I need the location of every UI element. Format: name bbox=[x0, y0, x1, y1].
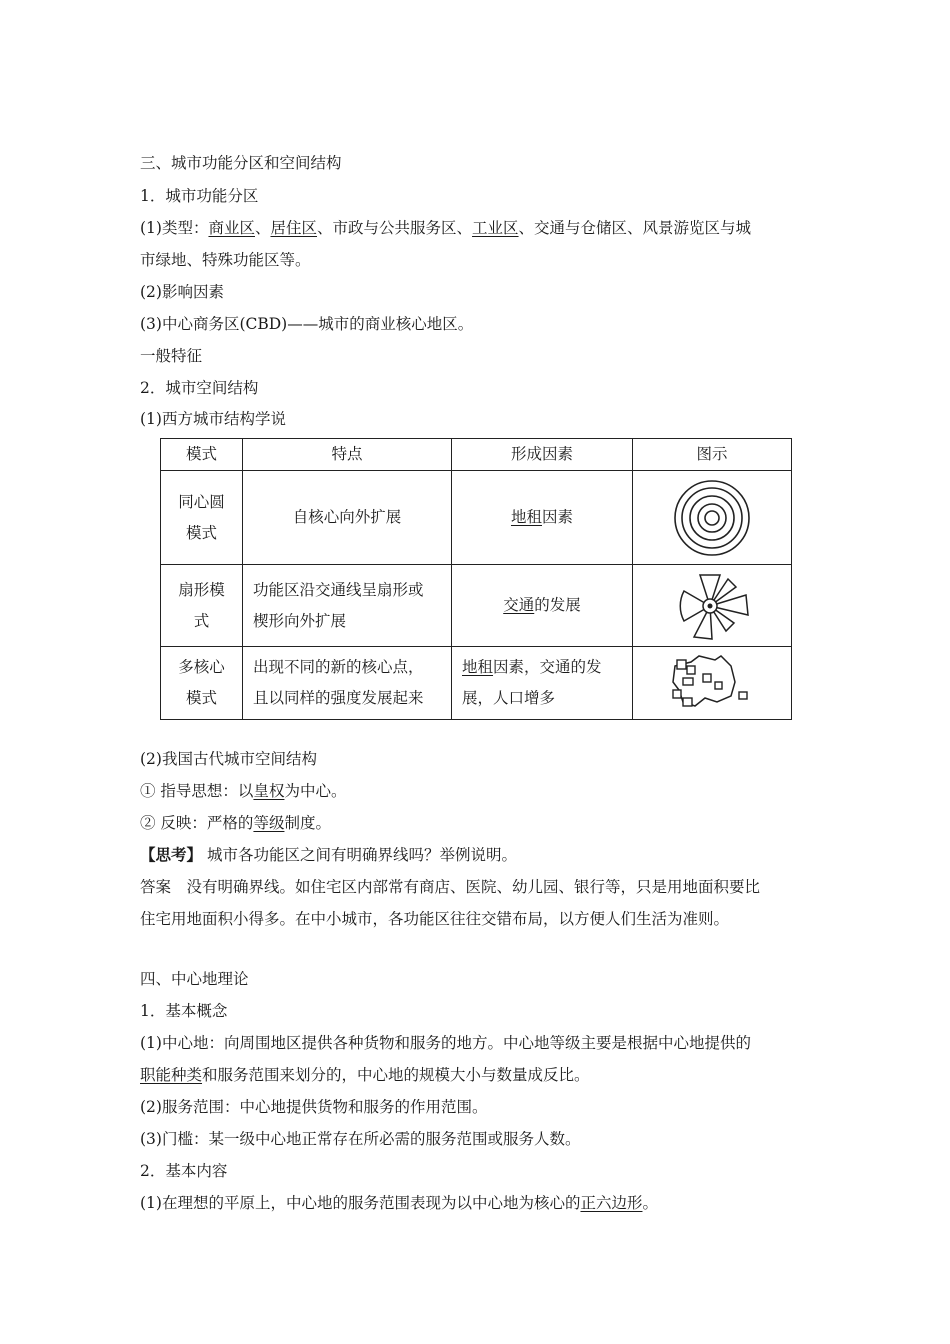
factor-cell: 地租因素，交通的发 展，人口增多 bbox=[452, 647, 633, 720]
service-range-line: (2)服务范围：中心地提供货物和服务的作用范围。 bbox=[140, 1098, 488, 1116]
urban-model-table bbox=[160, 438, 792, 720]
diagram-cell bbox=[633, 647, 792, 720]
sep: 、市政与公共服务区、 bbox=[317, 219, 473, 237]
factor-cell: 交通的发展 bbox=[452, 565, 633, 647]
sub-heading-concepts: 1．基本概念 bbox=[140, 1002, 228, 1020]
residential-zone: 居住区 bbox=[270, 219, 318, 237]
feature-cell: 出现不同的新的核心点， 且以同样的强度发展起来 bbox=[243, 647, 452, 720]
header-diagram: 图示 bbox=[633, 439, 792, 471]
cbd-line: (3)中心商务区(CBD)——城市的商业核心地区。 bbox=[140, 315, 474, 333]
table-row bbox=[161, 471, 792, 565]
sep: 、 bbox=[254, 219, 271, 237]
sub-heading-spatial-structure: 2．城市空间结构 bbox=[140, 379, 259, 397]
types-line bbox=[140, 218, 751, 238]
hierarchy: 等级 bbox=[253, 814, 285, 832]
section3-title: 三、城市功能分区和空间结构 bbox=[140, 154, 342, 172]
central-place-line-1: (1)中心地：向周围地区提供各种货物和服务的地方。中心地等级主要是根据中心地提供的 bbox=[140, 1034, 751, 1052]
types-prefix: (1)类型： bbox=[140, 219, 209, 237]
guiding-idea-line: ① 指导思想：以皇权为中心。 bbox=[140, 782, 347, 800]
think-label: 【思考】 bbox=[140, 845, 203, 864]
types-rest: 、交通与仓储区、风景游览区与城 bbox=[518, 219, 752, 237]
sub-heading-content: 2．基本内容 bbox=[140, 1162, 228, 1180]
industrial-zone: 工业区 bbox=[472, 219, 519, 237]
ancient-structure-heading: (2)我国古代城市空间结构 bbox=[140, 750, 317, 768]
concentric-zone-icon bbox=[672, 478, 752, 558]
western-theory-heading: (1)西方城市结构学说 bbox=[140, 410, 286, 428]
sub-heading-functional-zones: 1．城市功能分区 bbox=[140, 187, 259, 205]
regular-hexagon: 正六边形 bbox=[580, 1194, 643, 1212]
answer-label: 答案 bbox=[140, 878, 172, 896]
threshold-line: (3)门槛：某一级中心地正常存在所必需的服务范围或服务人数。 bbox=[140, 1130, 581, 1148]
header-feature: 特点 bbox=[243, 439, 452, 471]
table-header-row bbox=[161, 439, 792, 471]
general-features: 一般特征 bbox=[140, 347, 203, 365]
central-place-line-2: 职能种类和服务范围来划分的，中心地的规模大小与数量成反比。 bbox=[140, 1066, 590, 1084]
hexagon-line: (1)在理想的平原上，中心地的服务范围表现为以中心地为核心的正六边形。 bbox=[140, 1194, 658, 1212]
mode-cell: 同心圆 模式 bbox=[161, 471, 243, 565]
commercial-zone: 商业区 bbox=[208, 219, 255, 237]
answer-line-1: 答案 没有明确界线。如住宅区内部常有商店、医院、幼儿园、银行等，只是用地面积要比 bbox=[140, 878, 761, 896]
header-mode: 模式 bbox=[161, 439, 243, 471]
sector-model-icon bbox=[670, 569, 754, 643]
table-row bbox=[161, 565, 792, 647]
reflection-line: ② 反映：严格的等级制度。 bbox=[140, 814, 331, 832]
feature-cell: 功能区沿交通线呈扇形或 楔形向外扩展 bbox=[243, 565, 452, 647]
think-question: 【思考】 城市各功能区之间有明确界线吗？举例说明。 bbox=[140, 845, 517, 864]
types-line-2: 市绿地、特殊功能区等。 bbox=[140, 251, 311, 269]
mode-cell: 多核心 模式 bbox=[161, 647, 243, 720]
factors-heading: (2)影响因素 bbox=[140, 283, 224, 301]
diagram-cell bbox=[633, 565, 792, 647]
section4-title: 四、中心地理论 bbox=[140, 970, 249, 988]
answer-line-2: 住宅用地面积小得多。在中小城市，各功能区往往交错布局，以方便人们生活为准则。 bbox=[140, 910, 730, 928]
table-row bbox=[161, 647, 792, 720]
header-factor: 形成因素 bbox=[452, 439, 633, 471]
factor-cell: 地租因素 bbox=[452, 471, 633, 565]
function-types: 职能种类 bbox=[140, 1066, 203, 1084]
feature-cell: 自核心向外扩展 bbox=[243, 471, 452, 565]
mode-cell: 扇形模 式 bbox=[161, 565, 243, 647]
imperial-power: 皇权 bbox=[253, 782, 285, 800]
multiple-nuclei-icon bbox=[669, 652, 755, 714]
diagram-cell bbox=[633, 471, 792, 565]
